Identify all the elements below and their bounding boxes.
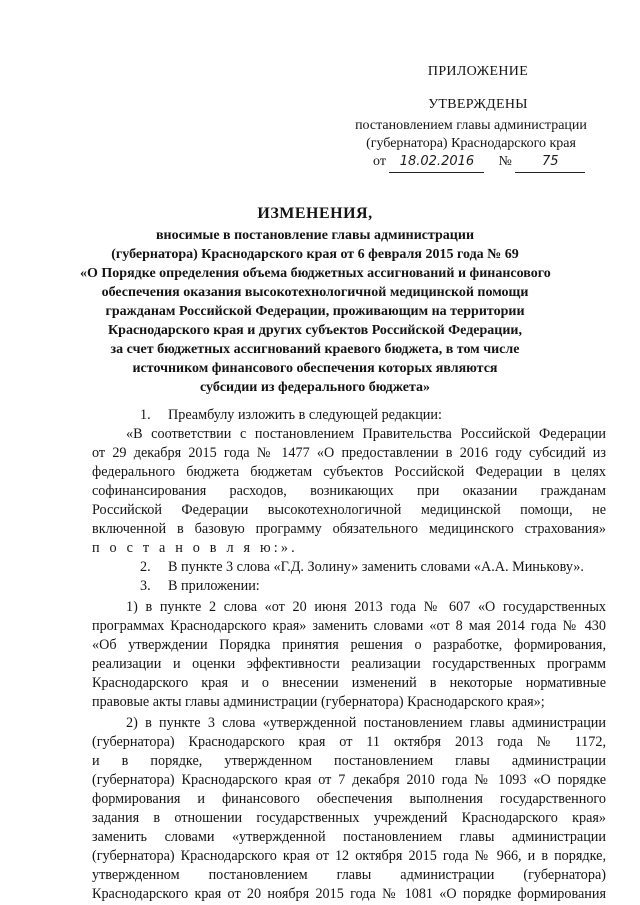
title-line: источником финансового обеспечения которых являются (132, 361, 498, 376)
body-line: задания в отношении государственных учреждений Краснодарского края» (92, 810, 606, 826)
body-line: федерального бюджета бюджетам субъектов Российской Федерации в целях (92, 464, 606, 480)
item-number: 3. (140, 578, 151, 594)
body-line: правовые акты главы администрации (губернатора) Краснодарского края»; (92, 694, 545, 710)
title-line: субсидии из федерального бюджета» (200, 380, 430, 395)
body-line: (губернатора) Краснодарского края от 11 октября 2013 года № 1172, (92, 734, 606, 750)
date-number-line (373, 152, 585, 173)
body-line: программах Краснодарского края» заменить словами «от 8 мая 2014 года № 430 (92, 618, 606, 634)
body-line: «В соответствии с постановлением Правительства Российской Федерации (126, 426, 606, 442)
title-line: «О Порядке определения объема бюджетных ассигнований и финансового (80, 266, 551, 281)
title-line: Краснодарского края и других субъектов Российской Федерации, (108, 323, 522, 338)
body-line: «Об утверждении Порядка принятия решения о разработке, формирования, (92, 637, 606, 653)
body-line: софинансирования расходов, возникающих при оказании гражданам (92, 483, 606, 499)
approved-label: УТВЕРЖДЕНЫ (428, 97, 528, 112)
appendix-label: ПРИЛОЖЕНИЕ (427, 64, 529, 79)
body-line: п о с т а н о в л я ю:». (92, 540, 298, 556)
item-text: В приложении: (168, 578, 260, 594)
date-prefix: от (373, 154, 386, 169)
item-text: Преамбулу изложить в следующей редакции: (168, 407, 442, 423)
date-value: 18.02.2016 (389, 152, 484, 173)
body-line: Краснодарского края и о внесении изменений в некоторые нормативные (92, 675, 606, 691)
title-line: за счет бюджетных ассигнований краевого бюджета, в том числе (110, 342, 520, 357)
number-prefix: № (498, 154, 512, 169)
document-heading: ИЗМЕНЕНИЯ, (257, 205, 373, 222)
body-line: реализации и оценки эффективности реализации государственных программ (92, 656, 606, 672)
body-line: заменить словами «утвержденной постановлением главы администрации (92, 829, 606, 845)
body-line: (губернатора) Краснодарского края от 7 декабря 2010 года № 1093 «О порядке (92, 772, 606, 788)
body-line: от 29 декабря 2015 года № 1477 «О предоставлении в 2016 году субсидий из (92, 445, 606, 461)
body-line: (губернатора) Краснодарского края от 12 октября 2015 года № 966, и в порядке, (92, 848, 606, 864)
item-text: В пункте 3 слова «Г.Д. Золину» заменить словами «А.А. Минькову». (168, 559, 584, 575)
body-line: Российской Федерации высокотехнологичной медицинской помощи, не (92, 502, 606, 518)
title-line: вносимые в постановление главы администрации (155, 228, 475, 243)
body-line: Краснодарского края от 20 ноября 2015 года № 1081 «О порядке формирования (92, 886, 606, 902)
body-line: формирования и финансового обеспечения выполнения государственного (92, 791, 606, 807)
body-line: 1) в пункте 2 слова «от 20 июня 2013 года № 607 «О государственных (126, 599, 606, 615)
body-line: утвержденном постановлением главы администрации (губернатора) (92, 867, 606, 883)
resolution-line-2: (губернатора) Краснодарского края (366, 136, 576, 151)
title-line: обеспечения оказания высокотехнологичной медицинской помощи (101, 285, 529, 300)
body-line: 2) в пункте 3 слова «утвержденной постановлением главы администрации (126, 715, 606, 731)
resolution-line-1: постановлением главы администрации (355, 118, 587, 133)
item-number: 2. (140, 559, 151, 575)
body-line: включенной в базовую программу обязательного медицинского страхования» (92, 521, 606, 537)
item-number: 1. (140, 407, 151, 423)
title-line: гражданам Российской Федерации, проживающим на территории (105, 304, 525, 319)
body-line: и в порядке, утвержденном постановлением главы администрации (92, 753, 606, 769)
number-value: 75 (515, 152, 585, 173)
title-line: (губернатора) Краснодарского края от 6 февраля 2015 года № 69 (111, 247, 519, 262)
